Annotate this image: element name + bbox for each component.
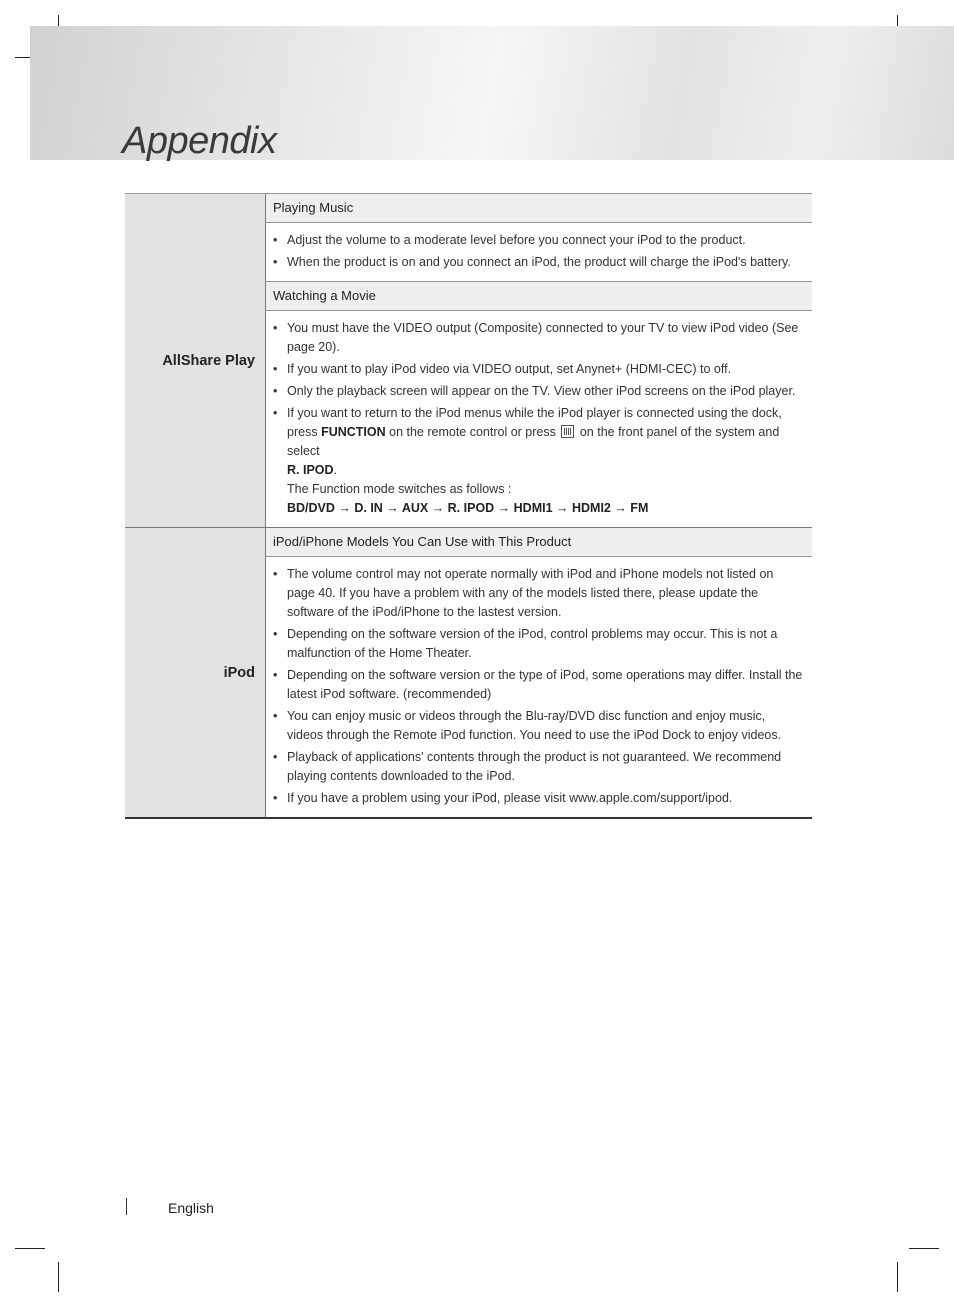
ripod-label: R. IPOD xyxy=(287,463,334,477)
row-content xyxy=(266,528,812,817)
list-item: • You can enjoy music or videos through the Blu-ray/DVD disc function and enjoy music, videos through the Remote iPod function. You need to use the iPod Dock to enjoy videos. xyxy=(273,707,804,745)
list-item xyxy=(273,404,804,518)
list-item: • Depending on the software version of the iPod, control problems may occur. This is not a malfunction of the Home Theater. xyxy=(273,625,804,663)
crop-mark xyxy=(897,1262,898,1292)
row-content xyxy=(266,194,812,527)
page-title: Appendix xyxy=(122,120,277,162)
footer-divider xyxy=(126,1198,127,1215)
list-item: • If you want to play iPod video via VIDEO output, set Anynet+ (HDMI-CEC) to off. xyxy=(273,360,804,379)
bullet-list xyxy=(266,311,812,527)
list-item: • When the product is on and you connect an iPod, the product will charge the iPod's battery. xyxy=(273,253,804,272)
section-heading: Playing Music xyxy=(266,194,812,223)
bullet-list xyxy=(266,223,812,281)
section-heading: iPod/iPhone Models You Can Use with This Product xyxy=(266,528,812,557)
bullet-text: If you want to return to the iPod menus while the iPod player is connected using the dock, press xyxy=(287,406,782,439)
crop-mark xyxy=(909,1248,939,1249)
list-item: • Depending on the software version or the type of iPod, some operations may differ. Install the latest iPod software. (recommended) xyxy=(273,666,804,704)
period: . xyxy=(333,463,338,477)
mode-note: The Function mode switches as follows : xyxy=(287,482,512,496)
bullet-text: on the front panel of the system and select xyxy=(287,425,780,458)
list-item: • Adjust the volume to a moderate level before you connect your iPod to the product. xyxy=(273,231,804,250)
row-label: AllShare Play xyxy=(125,194,266,527)
list-item: • The volume control may not operate normally with iPod and iPhone models not listed on page 40. If you have a problem with any of the models listed there, please update the software of the iPod/iPhone to the lastest version. xyxy=(273,565,804,622)
list-item: • Only the playback screen will appear on the TV. View other iPod screens on the iPod player. xyxy=(273,382,804,401)
table-row xyxy=(125,527,812,817)
list-item: • If you have a problem using your iPod, please visit www.apple.com/support/ipod. xyxy=(273,789,804,808)
function-label: FUNCTION xyxy=(321,425,386,439)
appendix-table xyxy=(125,193,812,819)
crop-mark xyxy=(15,1248,45,1249)
function-button-icon xyxy=(561,425,574,438)
mode-sequence: BD/DVD → D. IN → AUX → R. IPOD → HDMI1 → HDMI2 → FM xyxy=(287,501,649,515)
crop-mark xyxy=(58,1262,59,1292)
bullet-list xyxy=(266,557,812,817)
bullet-text: on the remote control or press xyxy=(389,425,556,439)
footer-language: English xyxy=(168,1200,214,1216)
row-label: iPod xyxy=(125,528,266,817)
table-row xyxy=(125,194,812,527)
section-heading: Watching a Movie xyxy=(266,281,812,311)
list-item: • Playback of applications' contents through the product is not guaranteed. We recommend playing contents downloaded to the iPod. xyxy=(273,748,804,786)
list-item: • You must have the VIDEO output (Composite) connected to your TV to view iPod video (See page 20). xyxy=(273,319,804,357)
